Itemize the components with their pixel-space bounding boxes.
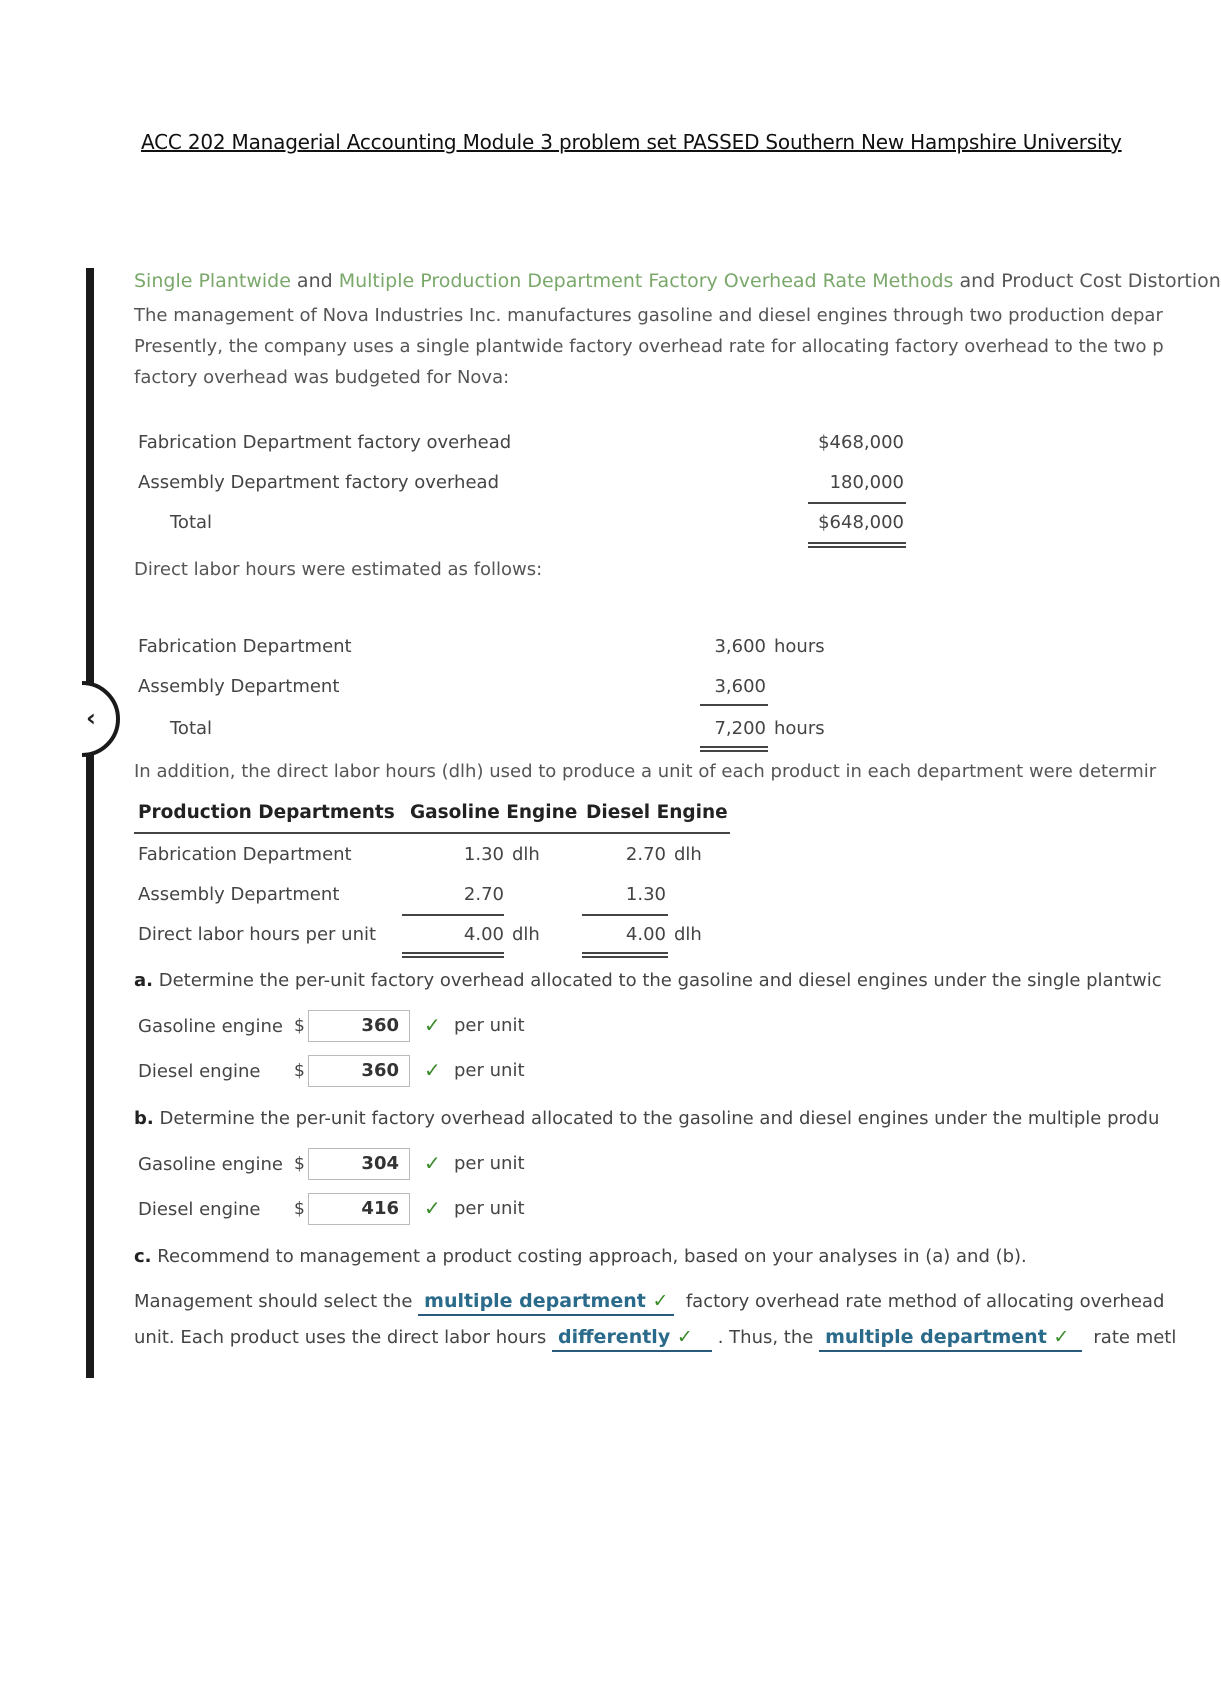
intro-line-3: factory overhead was budgeted for Nova: [134,367,510,388]
part-a-diesel-label: Diesel engine [138,1061,261,1082]
heading-link-plantwide[interactable]: Single Plantwide [134,270,291,292]
unit-table-header-rule [134,832,730,834]
part-a-gas-dollar: $ [294,1016,305,1036]
overhead-total-value: $648,000 [818,512,904,533]
part-c-line2-post: rate metl [1093,1327,1177,1348]
dlh-asm-value: 3,600 [714,676,766,697]
per-unit-intro: In addition, the direct labor hours (dlh) used to produce a unit of each product in each department were determir [134,761,1157,782]
part-c-line2-pre: unit. Each product uses the direct labor hours [134,1327,547,1348]
overhead-asm-value: 180,000 [829,472,904,493]
part-c-question [134,1246,1027,1267]
part-b-diesel-dollar: $ [294,1199,305,1219]
part-a-gas-check-icon: ✓ [424,1013,441,1037]
intro-line-1: The management of Nova Industries Inc. manufactures gasoline and diesel engines through two production depar [134,305,1163,326]
dlh-fab-unit: hours [774,636,825,657]
unit-row-fab-gas-unit: dlh [512,844,540,865]
part-c-select-rate-value: multiple department [825,1326,1047,1348]
part-a-diesel-dollar: $ [294,1061,305,1081]
part-a-gas-input[interactable]: 360 [308,1010,410,1042]
part-c-line1-pre: Management should select the [134,1291,413,1312]
part-c-select-usage[interactable] [552,1326,712,1352]
part-c-select-method-check-icon: ✓ [652,1290,669,1312]
problem-heading [134,270,1221,292]
part-b-gas-dollar: $ [294,1154,305,1174]
unit-table-header-dept: Production Departments [138,802,395,823]
unit-table-header-gas: Gasoline Engine [410,802,578,823]
part-c-line-2 [134,1326,1176,1348]
unit-row-fab-gas: 1.30 [463,844,504,865]
dlh-asm-label: Assembly Department [138,676,340,697]
part-a-diesel-per-unit: per unit [454,1060,525,1081]
part-b-diesel-per-unit: per unit [454,1198,525,1219]
unit-table-header-diesel: Diesel Engine [586,802,728,823]
part-c-select-usage-value: differently [558,1326,671,1348]
part-c-select-method[interactable] [418,1290,674,1316]
heading-link-multiple[interactable]: Multiple Production Department Factory Overhead Rate Methods [338,270,954,292]
overhead-fab-label: Fabrication Department factory overhead [138,432,512,453]
heading-text-end: and Product Cost Distortion [953,270,1221,292]
part-c-line1-post: factory overhead rate method of allocating overhead [685,1291,1165,1312]
part-b-gas-per-unit: per unit [454,1153,525,1174]
heading-text: and [290,270,339,292]
dlh-fab-label: Fabrication Department [138,636,352,657]
chevron-left-icon[interactable]: ‹ [86,704,96,732]
part-c-select-method-value: multiple department [424,1290,646,1312]
dlh-total-value: 7,200 [714,718,766,739]
overhead-total-double-rule [808,542,906,548]
part-b-gas-check-icon: ✓ [424,1151,441,1175]
unit-row-total-diesel: 4.00 [625,924,666,945]
left-border-bar [86,268,94,1378]
unit-row-asm-diesel: 1.30 [625,884,666,905]
nav-arc[interactable] [44,681,120,757]
unit-row-fab-label: Fabrication Department [138,844,352,865]
unit-row-fab-diesel: 2.70 [625,844,666,865]
part-a-gas-label: Gasoline engine [138,1016,283,1037]
unit-row-asm-gas: 2.70 [463,884,504,905]
unit-row-fab-diesel-unit: dlh [674,844,702,865]
part-c-letter: c. [134,1246,152,1267]
overhead-asm-label: Assembly Department factory overhead [138,472,499,493]
part-c-line-1 [134,1290,1164,1312]
unit-row-total-gas: 4.00 [463,924,504,945]
problem-panel [134,270,1221,1370]
dlh-total-label: Total [170,718,213,739]
unit-gas-total-double-rule [402,952,504,958]
dlh-intro: Direct labor hours were estimated as follows: [134,559,543,580]
dlh-fab-value: 3,600 [714,636,766,657]
part-c-select-usage-check-icon: ✓ [676,1326,693,1348]
unit-gas-subtotal-rule [402,914,504,916]
unit-diesel-subtotal-rule [582,914,668,916]
part-b-diesel-check-icon: ✓ [424,1196,441,1220]
part-b-diesel-input[interactable]: 416 [308,1193,410,1225]
part-c-text: Recommend to management a product costing approach, based on your analyses in (a) and (b). [157,1246,1027,1267]
part-a-question [134,970,1162,991]
unit-row-total-diesel-unit: dlh [674,924,702,945]
part-c-line2-mid: . Thus, the [717,1327,814,1348]
part-b-text: Determine the per-unit factory overhead allocated to the gasoline and diesel engines under the multiple produ [159,1108,1160,1129]
dlh-total-double-rule [700,746,768,752]
part-a-gas-per-unit: per unit [454,1015,525,1036]
part-a-text: Determine the per-unit factory overhead allocated to the gasoline and diesel engines under the single plantwic [158,970,1162,991]
document-title: ACC 202 Managerial Accounting Module 3 problem set PASSED Southern New Hampshire University [141,130,1122,154]
overhead-fab-value: $468,000 [818,432,904,453]
part-b-gas-label: Gasoline engine [138,1154,283,1175]
part-b-gas-input[interactable]: 304 [308,1148,410,1180]
part-c-select-rate-check-icon: ✓ [1053,1326,1070,1348]
part-b-letter: b. [134,1108,154,1129]
unit-row-total-gas-unit: dlh [512,924,540,945]
unit-row-total-label: Direct labor hours per unit [138,924,377,945]
part-b-diesel-label: Diesel engine [138,1199,261,1220]
part-a-diesel-check-icon: ✓ [424,1058,441,1082]
part-a-letter: a. [134,970,153,991]
dlh-total-unit: hours [774,718,825,739]
overhead-total-label: Total [170,512,213,533]
intro-line-2: Presently, the company uses a single plantwide factory overhead rate for allocating factory overhead to the two p [134,336,1164,357]
overhead-subtotal-rule [808,502,906,504]
part-b-question [134,1108,1159,1129]
unit-diesel-total-double-rule [582,952,668,958]
part-c-select-rate[interactable] [819,1326,1082,1352]
dlh-subtotal-rule [700,704,768,706]
unit-row-asm-label: Assembly Department [138,884,340,905]
part-a-diesel-input[interactable]: 360 [308,1055,410,1087]
